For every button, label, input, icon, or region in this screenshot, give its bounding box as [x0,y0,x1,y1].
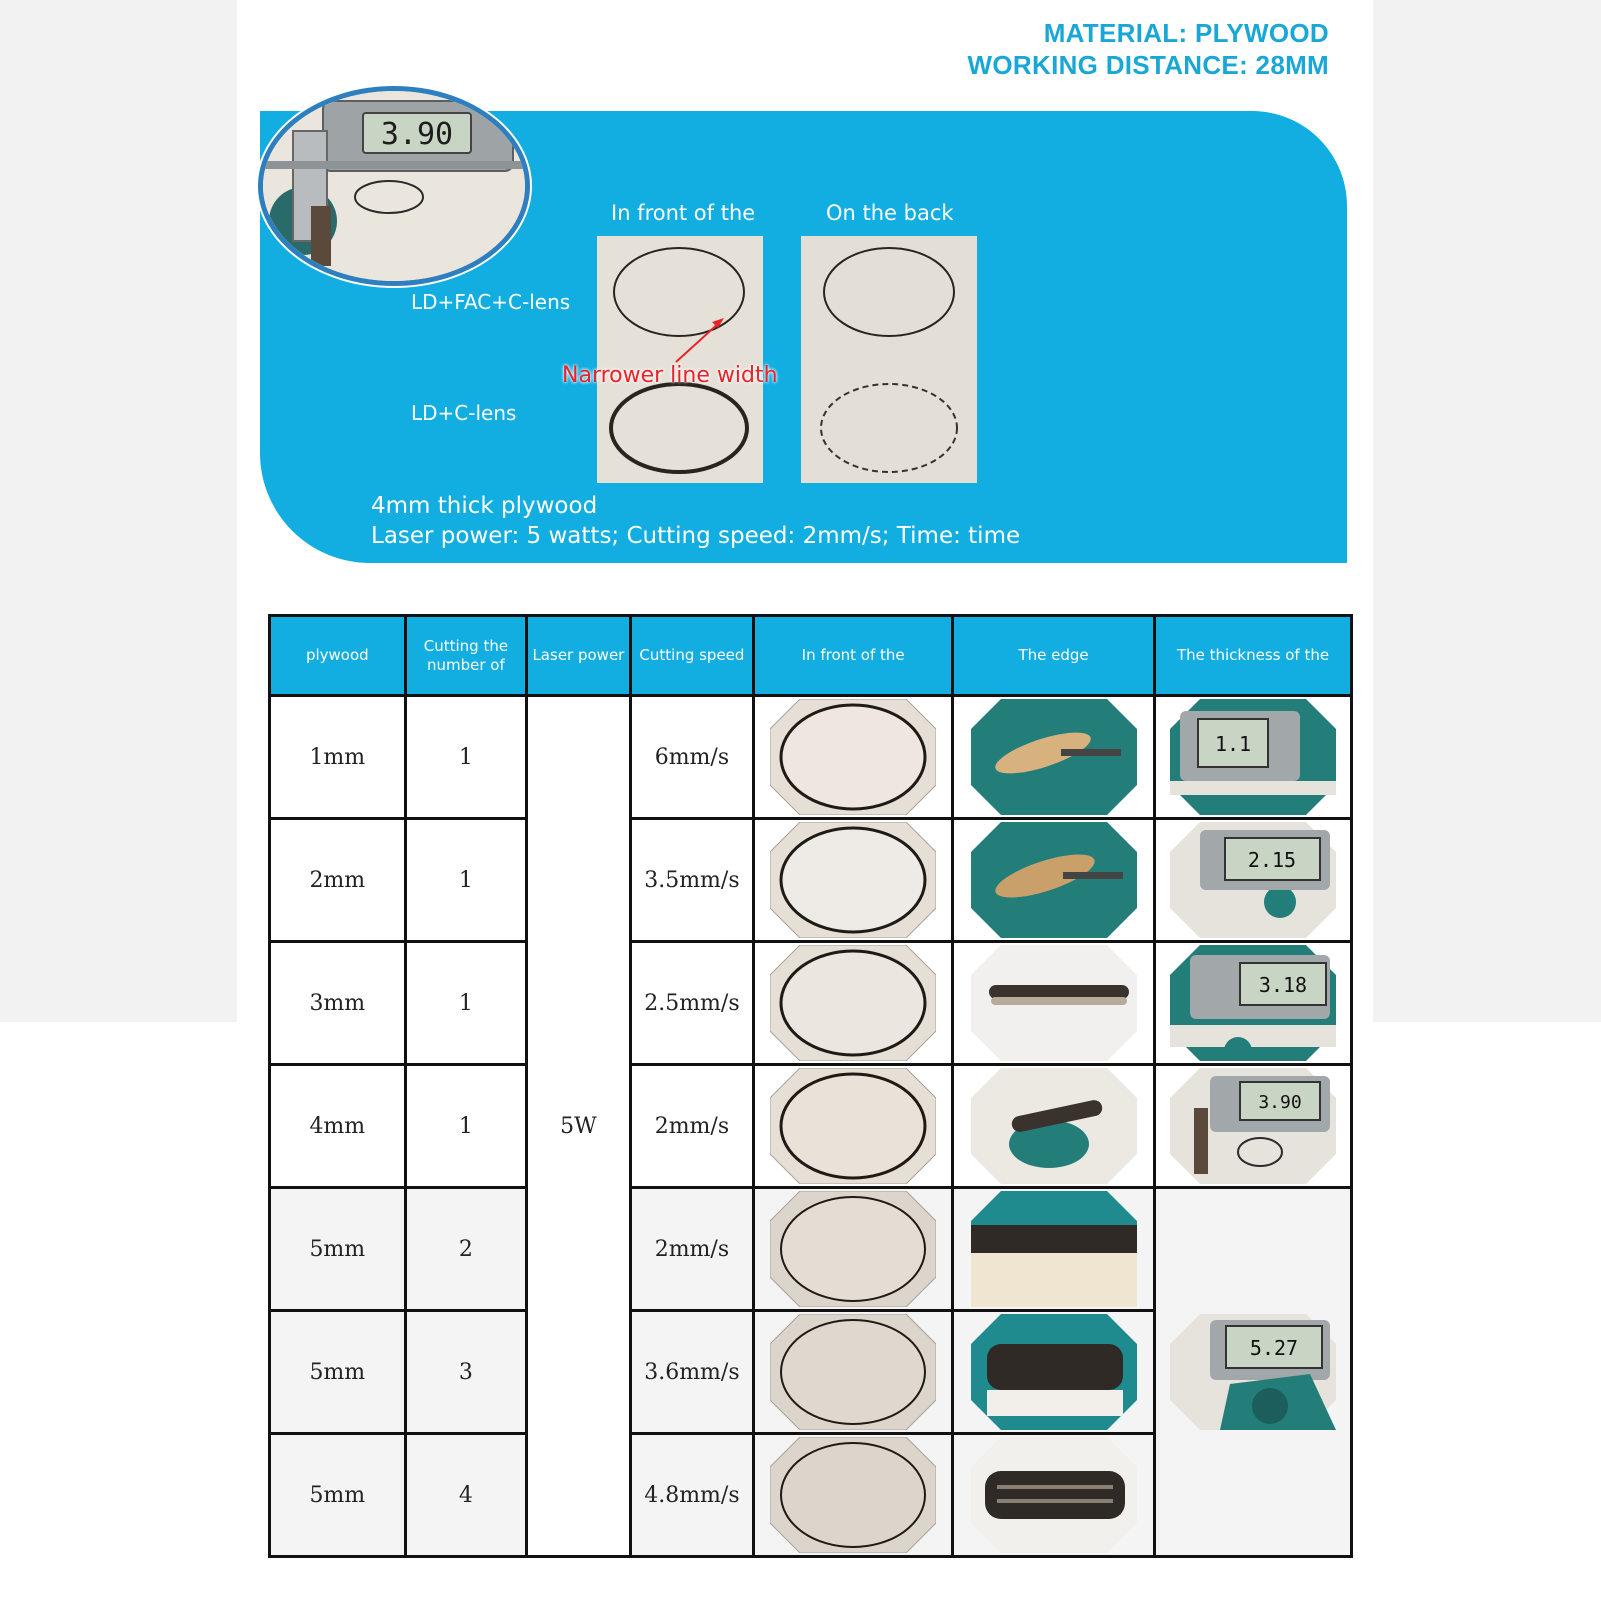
cutting-results-table [268,614,1353,1558]
cell-passes: 3 [405,1311,527,1434]
thickness-photo [1170,699,1336,815]
cell-passes: 1 [405,696,527,819]
caliper-reading: 1.1 [1214,732,1252,756]
cell-speed: 4.8mm/s [630,1434,754,1557]
header-passes: Cutting the number of [405,616,527,696]
header-cutting-speed: Cutting speed [630,616,754,696]
edge-photo-cell [953,819,1155,942]
cell-plywood: 5mm [270,1311,406,1434]
caliper-photo [258,86,530,286]
cell-laser-power: 5W [527,696,630,1557]
thickness-photo-cell [1155,942,1352,1065]
cell-plywood: 5mm [270,1188,406,1311]
back-cuts [801,236,977,483]
front-cut-photo [770,699,936,815]
cell-plywood: 1mm [270,696,406,819]
front-photo-cell [754,696,953,819]
front-photo-cell [754,1188,953,1311]
thickness-photo-cell [1155,696,1352,819]
table-row [270,696,1352,819]
front-photo-cell [754,942,953,1065]
caliper-reading: 3.18 [1258,973,1308,997]
header-edge: The edge [953,616,1155,696]
row-label-c-lens: LD+C-lens [411,401,517,425]
front-cut-photo [770,945,936,1061]
front-photo-cell [754,1311,953,1434]
table-row [270,942,1352,1065]
thickness-photo [1170,1314,1336,1430]
header-plywood: plywood [270,616,406,696]
cell-passes: 1 [405,819,527,942]
column-label-front: In front of the [611,201,756,225]
thickness-photo-cell [1155,819,1352,942]
thickness-photo [1170,1068,1336,1184]
edge-photo-cell [953,1065,1155,1188]
header-thickness: The thickness of the [1155,616,1352,696]
front-photo-cell [754,1065,953,1188]
caliper-illustration [263,91,525,281]
edge-photo-cell [953,1311,1155,1434]
table-row [270,1065,1352,1188]
thickness-photo [1170,822,1336,938]
back-sample-photo [801,236,977,483]
front-photo-cell [754,1434,953,1557]
cell-passes: 1 [405,1065,527,1188]
edge-photo [971,1314,1137,1430]
thickness-photo [1170,945,1336,1061]
header-front: In front of the [754,616,953,696]
cell-plywood: 5mm [270,1434,406,1557]
edge-photo-cell [953,696,1155,819]
edge-photo [971,945,1137,1061]
table-header-row [270,616,1352,696]
cell-plywood: 2mm [270,819,406,942]
edge-photo [971,1068,1137,1184]
edge-photo-cell [953,1434,1155,1557]
row-label-fac: LD+FAC+C-lens [411,290,571,314]
cell-plywood: 4mm [270,1065,406,1188]
edge-photo [971,1191,1137,1307]
cell-passes: 1 [405,942,527,1065]
edge-photo [971,822,1137,938]
cell-passes: 4 [405,1434,527,1557]
caption-thickness: 4mm thick plywood [371,493,598,519]
edge-photo-cell [953,942,1155,1065]
header-laser-power: Laser power [527,616,630,696]
material-heading: MATERIAL: PLYWOOD [1043,18,1329,48]
cell-speed: 2mm/s [630,1065,754,1188]
thickness-photo-cell [1155,1065,1352,1188]
edge-photo [971,1437,1137,1553]
cell-speed: 2.5mm/s [630,942,754,1065]
caliper-reading: 2.15 [1247,848,1297,872]
front-cut-photo [770,822,936,938]
callout-arrow [670,314,730,366]
cell-speed: 3.6mm/s [630,1311,754,1434]
cell-passes: 2 [405,1188,527,1311]
caliper-reading: 3.90 [1258,1092,1302,1113]
table-row [270,1188,1352,1311]
front-cut-photo [770,1314,936,1430]
caliper-reading: 5.27 [1249,1336,1299,1360]
shared-thickness-photo-cell [1155,1188,1352,1557]
front-photo-cell [754,819,953,942]
caliper-reading: 3.90 [380,117,454,152]
cell-speed: 3.5mm/s [630,819,754,942]
cell-plywood: 3mm [270,942,406,1065]
table-row [270,819,1352,942]
working-distance-heading: WORKING DISTANCE: 28MM [967,50,1329,80]
cell-speed: 2mm/s [630,1188,754,1311]
edge-photo [971,699,1137,815]
callout-narrower-line: Narrower line width [562,363,778,388]
edge-photo-cell [953,1188,1155,1311]
column-label-back: On the back [826,201,954,225]
cell-speed: 6mm/s [630,696,754,819]
front-cut-photo [770,1191,936,1307]
front-cut-photo [770,1437,936,1553]
caption-settings: Laser power: 5 watts; Cutting speed: 2mm/s; Time: time [371,523,1021,549]
front-cut-photo [770,1068,936,1184]
